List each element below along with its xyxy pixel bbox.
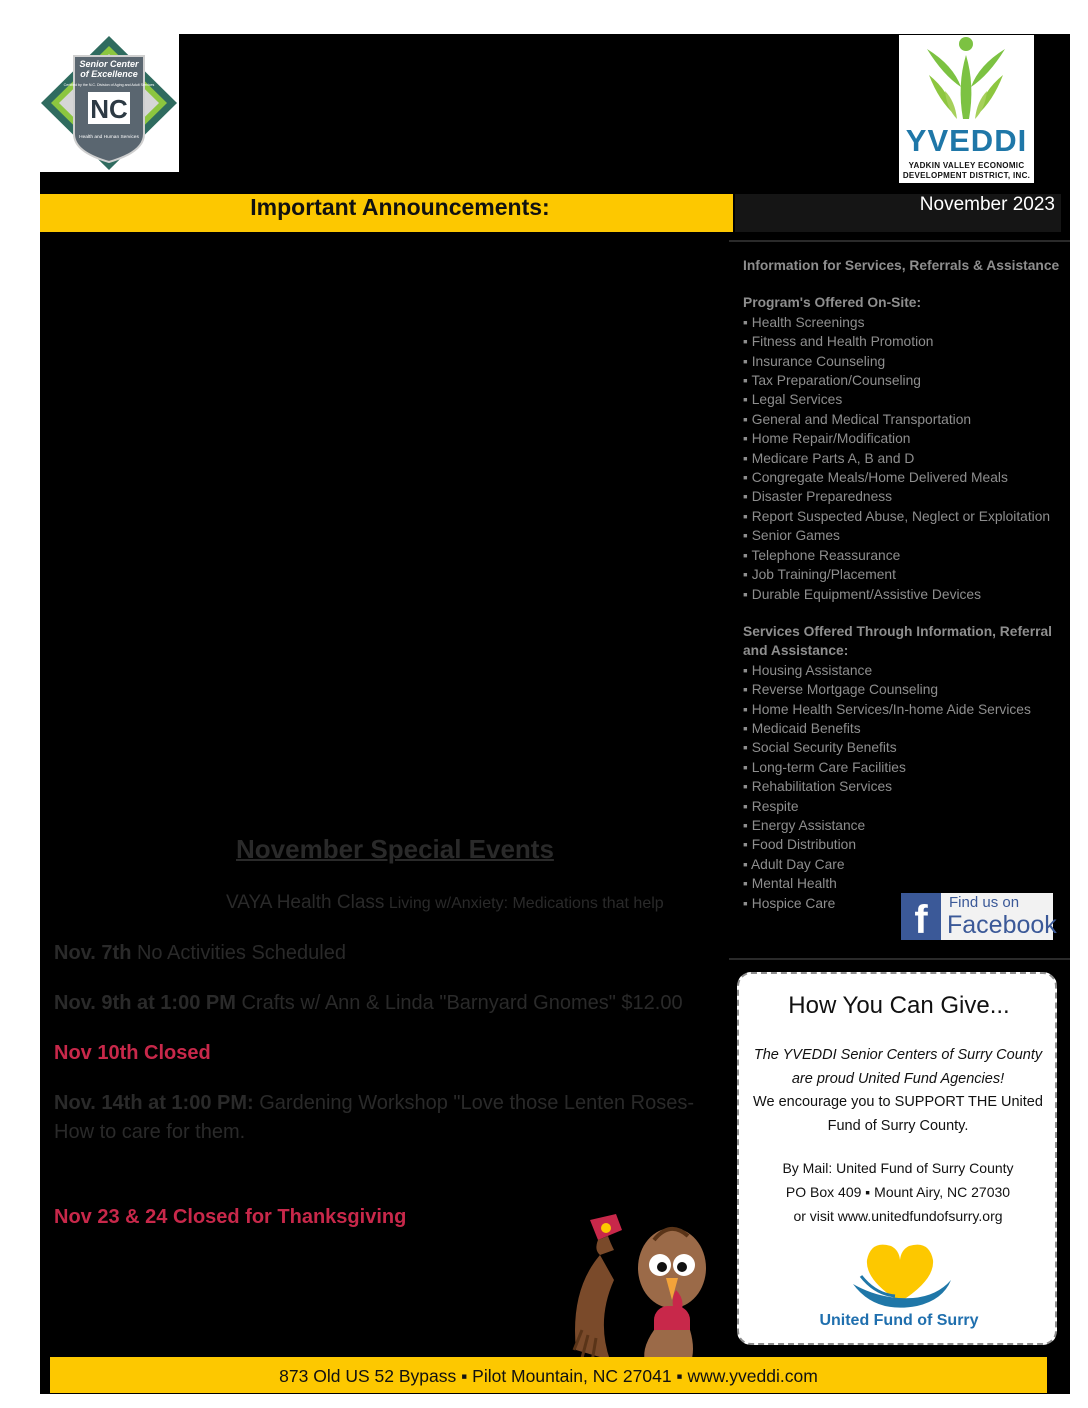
svg-text:Health and Human Services: Health and Human Services xyxy=(79,135,139,140)
svg-text:Senior Center: Senior Center xyxy=(79,59,139,69)
event-text: No Activities Scheduled xyxy=(131,942,346,964)
referral-heading: Services Offered Through Information, Referral and Assistance: xyxy=(743,623,1052,659)
facebook-line1: Find us on xyxy=(949,894,1020,911)
list-item: ▪ Rehabilitation Services xyxy=(743,779,893,795)
yveddi-title: YVEDDI xyxy=(905,123,1028,158)
onsite-heading: Program's Offered On-Site: xyxy=(743,295,922,311)
event-date: Nov 10th Closed xyxy=(54,1042,211,1064)
event-item xyxy=(54,1039,714,1068)
sidebar-divider-2 xyxy=(729,958,1070,960)
list-item: ▪ Mental Health xyxy=(743,876,837,892)
list-item: ▪ Senior Games xyxy=(743,528,840,544)
turkey-icon xyxy=(570,1210,730,1365)
united-fund-name: United Fund of Surry xyxy=(819,1312,979,1329)
turkey-illustration xyxy=(570,1210,730,1365)
mail-line: or visit www.unitedfundofsurry.org xyxy=(793,1208,1003,1224)
nc-badge-icon xyxy=(40,34,179,172)
mail-line: By Mail: United Fund of Surry County xyxy=(782,1160,1014,1176)
give-body xyxy=(753,1044,1043,1138)
events-title: November Special Events xyxy=(236,834,554,864)
announcements-title: Important Announcements: xyxy=(250,194,550,220)
footer-address: 873 Old US 52 Bypass ▪ Pilot Mountain, NC 27041 ▪ www.yveddi.com xyxy=(279,1366,818,1386)
event-date: Nov. 14th at 1:00 PM: xyxy=(54,1092,254,1114)
list-item: ▪ Social Security Benefits xyxy=(743,740,897,756)
list-item: ▪ General and Medical Transportation xyxy=(743,411,972,427)
yveddi-subtitle-2: DEVELOPMENT DISTRICT, INC. xyxy=(902,171,1031,180)
yveddi-logo xyxy=(899,35,1034,183)
vaya-class xyxy=(226,892,716,914)
list-item: ▪ Job Training/Placement xyxy=(743,567,896,583)
yveddi-subtitle-1: YADKIN VALLEY ECONOMIC xyxy=(908,161,1025,170)
list-item: ▪ Reverse Mortgage Counseling xyxy=(743,682,939,698)
sidebar-divider xyxy=(729,240,1070,242)
list-item: ▪ Congregate Meals/Home Delivered Meals xyxy=(743,470,1008,486)
list-item: ▪ Medicaid Benefits xyxy=(743,720,861,736)
vaya-subtitle: Living w/Anxiety: Medications that help xyxy=(384,895,664,912)
facebook-badge[interactable] xyxy=(901,893,1057,942)
vaya-title: VAYA Health Class xyxy=(226,892,385,913)
list-item: ▪ Durable Equipment/Assistive Devices xyxy=(743,586,982,602)
give-plain: We encourage you to SUPPORT THE United Fund of Surry County. xyxy=(753,1094,1043,1134)
list-item: ▪ Insurance Counseling xyxy=(743,353,886,369)
svg-text:Certified by the N.C. Division: Certified by the N.C. Division of Aging and Adult Services xyxy=(63,83,155,87)
services-sidebar xyxy=(743,256,1063,913)
list-item: ▪ Housing Assistance xyxy=(743,662,873,678)
list-item: ▪ Energy Assistance xyxy=(743,817,866,833)
yveddi-figure-icon xyxy=(899,35,1034,123)
list-item: ▪ Fitness and Health Promotion xyxy=(743,334,934,350)
give-title: How You Can Give... xyxy=(788,992,1010,1019)
list-item: ▪ Disaster Preparedness xyxy=(743,489,893,505)
give-italic: The YVEDDI Senior Centers of Surry County are proud United Fund Agencies! xyxy=(753,1047,1043,1087)
list-item: ▪ Medicare Parts A, B and D xyxy=(743,450,915,466)
list-item: ▪ Home Health Services/In-home Aide Services xyxy=(743,701,1031,717)
referral-list xyxy=(743,661,1063,913)
event-date: Nov. 9th at 1:00 PM xyxy=(54,992,236,1014)
list-item: ▪ Hospice Care xyxy=(743,895,836,911)
onsite-list xyxy=(743,313,1063,604)
mail-line: PO Box 409 ▪ Mount Airy, NC 27030 xyxy=(785,1184,1011,1200)
month-label: November 2023 xyxy=(919,194,1055,215)
event-text: Crafts w/ Ann & Linda "Barnyard Gnomes" $12.00 xyxy=(235,992,683,1014)
event-item xyxy=(54,939,714,968)
list-item: ▪ Telephone Reassurance xyxy=(743,547,901,563)
facebook-line2: Facebook xyxy=(947,911,1057,939)
facebook-icon: f xyxy=(901,893,941,940)
event-item xyxy=(54,989,714,1018)
nc-senior-center-logo xyxy=(40,34,179,172)
list-item: ▪ Legal Services xyxy=(743,392,843,408)
list-item: ▪ Home Repair/Modification xyxy=(743,431,911,447)
list-item: ▪ Food Distribution xyxy=(743,837,857,853)
list-item: ▪ Long-term Care Facilities xyxy=(743,759,906,775)
list-item: ▪ Report Suspected Abuse, Neglect or Exploitation xyxy=(743,508,1051,524)
event-text: Gardening Workshop "Love those Lenten Roses- How to care for them. xyxy=(54,1092,695,1143)
event-date: Nov 23 & 24 Closed for Thanksgiving xyxy=(54,1206,407,1228)
svg-text:NC: NC xyxy=(90,94,128,124)
svg-text:of Excellence: of Excellence xyxy=(80,69,138,79)
give-box xyxy=(737,972,1057,1345)
list-item: ▪ Tax Preparation/Counseling xyxy=(743,373,921,389)
list-item: ▪ Adult Day Care xyxy=(743,856,845,872)
event-item xyxy=(54,1089,714,1147)
give-mail xyxy=(753,1156,1043,1228)
list-item: ▪ Respite xyxy=(743,798,799,814)
services-intro: Information for Services, Referrals & Assistance xyxy=(743,258,1060,273)
list-item: ▪ Health Screenings xyxy=(743,314,865,330)
event-date: Nov. 7th xyxy=(54,942,132,964)
